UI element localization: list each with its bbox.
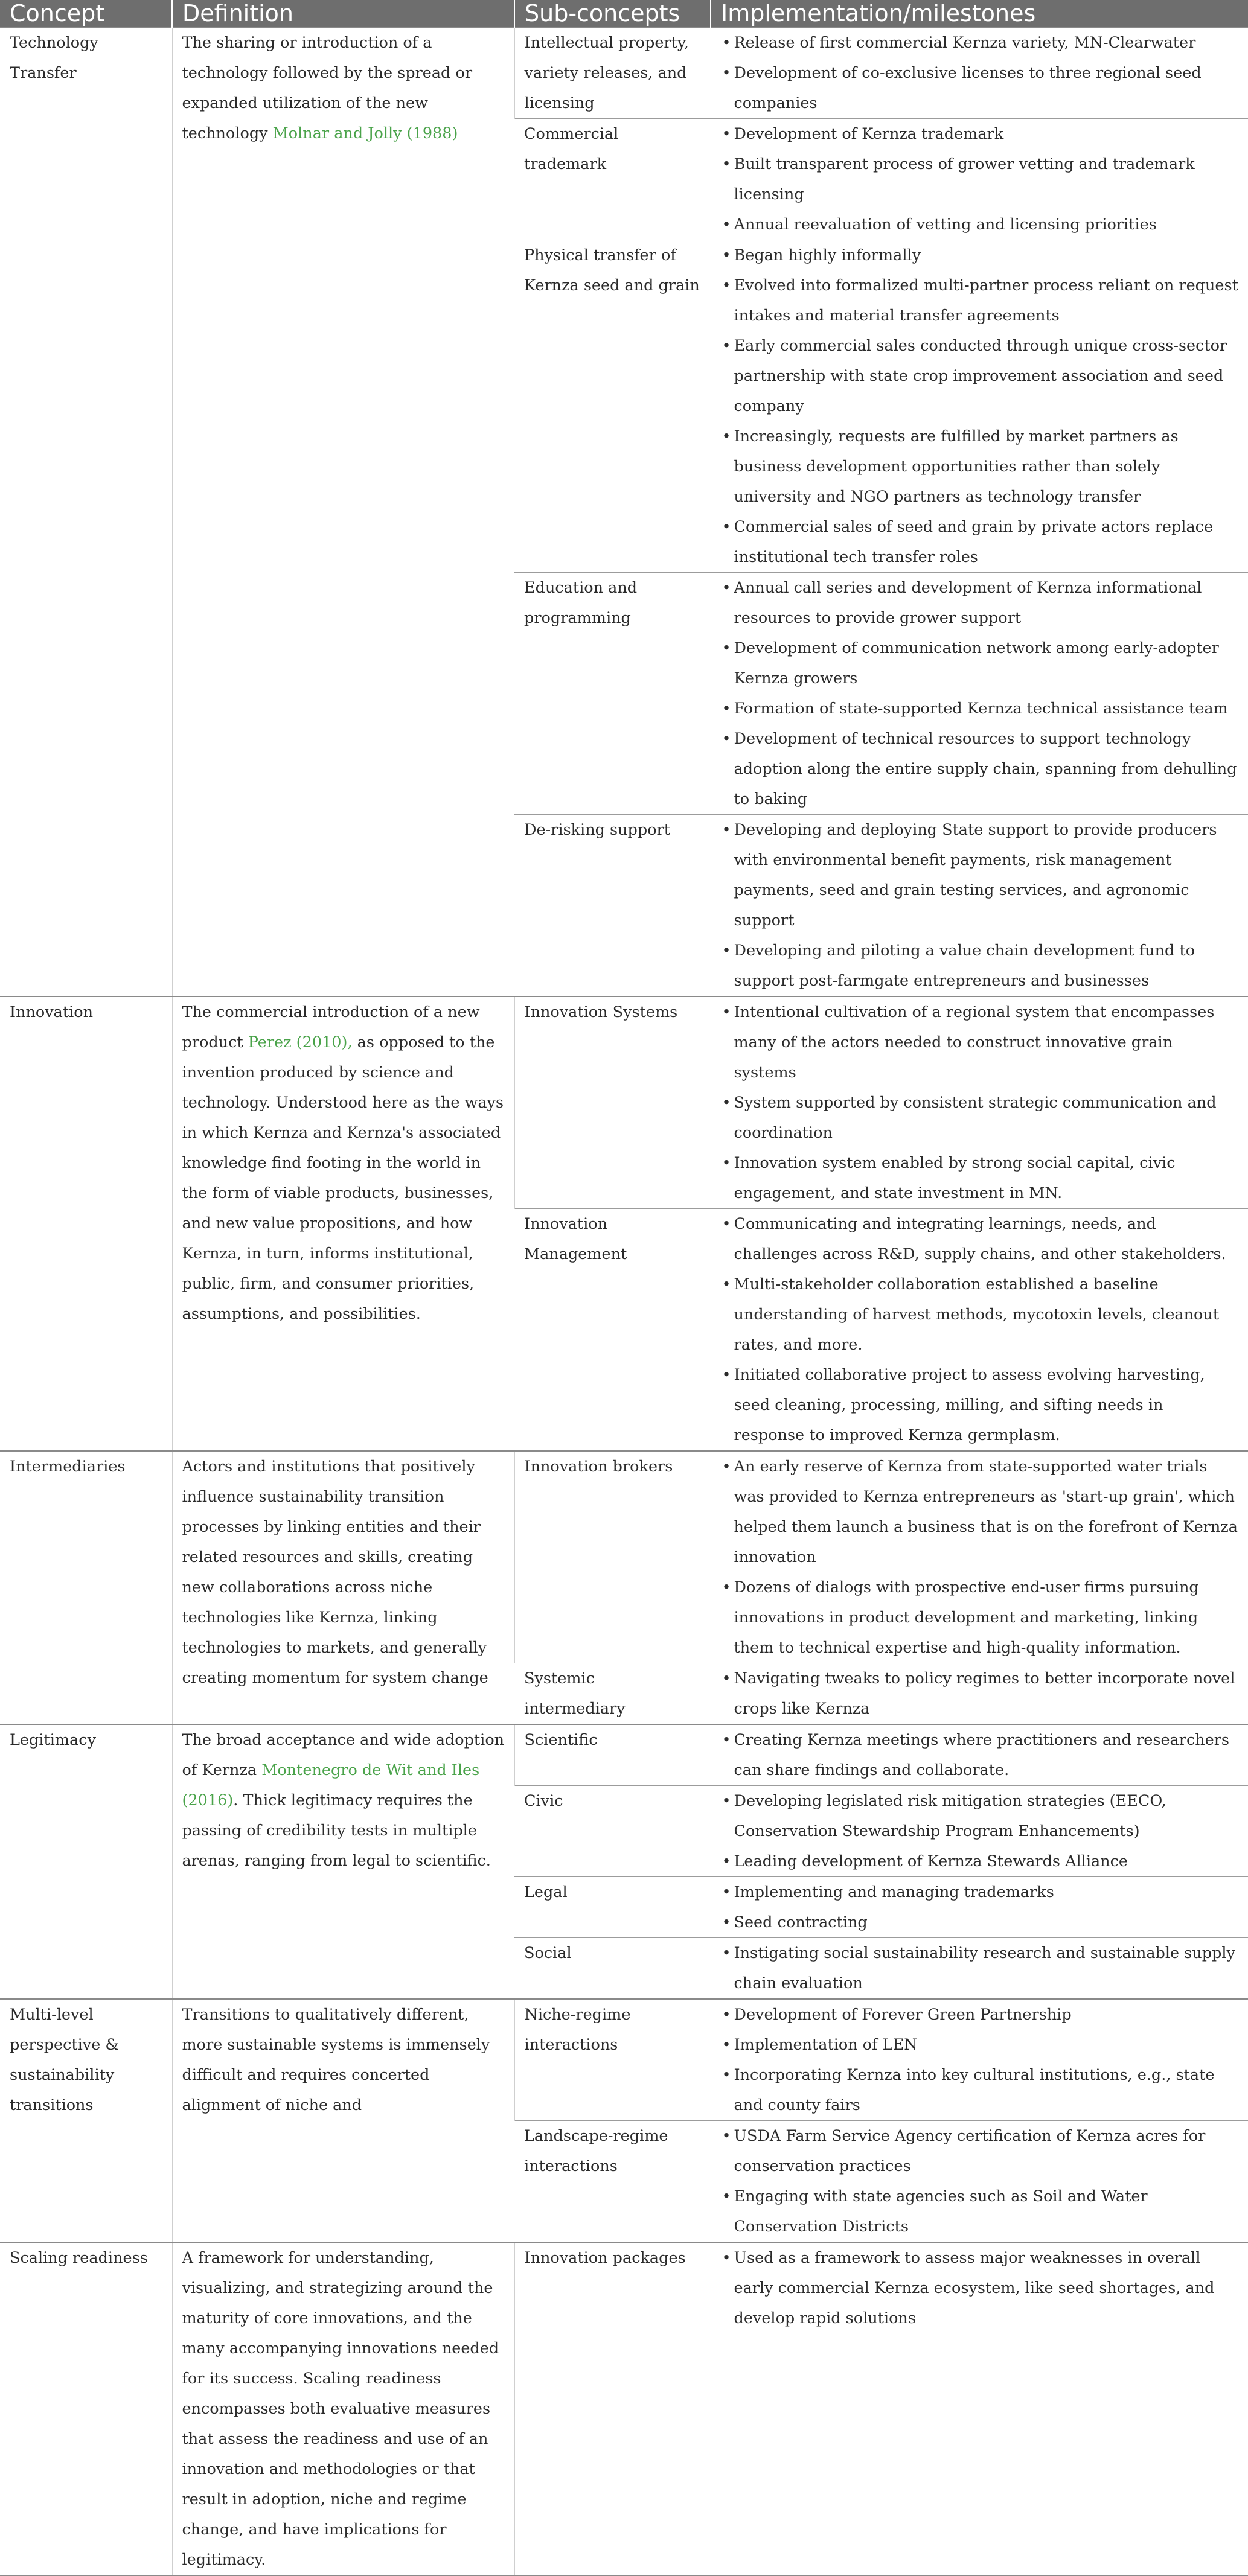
sub-concept-cell: Innovation brokers — [514, 1451, 711, 1663]
milestone-item: • Began highly informally — [721, 240, 1239, 270]
sub-concept-cell: Intellectual property, variety releases, and licensing — [514, 27, 711, 119]
milestones-cell — [711, 119, 1248, 240]
milestone-item: • Developing and deploying State support to provide producers with environmental benefit payments, risk management payments, seed and grain testing services, and agronomic support — [721, 815, 1239, 936]
milestone-item: • Seed contracting — [721, 1907, 1239, 1937]
table-row — [0, 996, 1248, 1209]
milestone-item: • Creating Kernza meetings where practitioners and researchers can share findings and collaborate. — [721, 1725, 1239, 1785]
milestone-item: • Development of Kernza trademark — [721, 119, 1239, 149]
milestone-list — [721, 2000, 1239, 2120]
table-row — [0, 1451, 1248, 1663]
definition-cell — [172, 1451, 514, 1724]
milestone-item: • Implementing and managing trademarks — [721, 1877, 1239, 1907]
concept-cell: Multi-level perspective & sustainability transitions — [0, 1999, 172, 2242]
milestone-item: • Instigating social sustainability research and sustainable supply chain evaluation — [721, 1938, 1239, 1998]
milestone-item: • Leading development of Kernza Stewards Alliance — [721, 1846, 1239, 1876]
sub-concept-cell: Civic — [514, 1786, 711, 1877]
sub-concept-cell: Commercial trademark — [514, 119, 711, 240]
milestone-list — [721, 1786, 1239, 1876]
milestone-item: • Developing and piloting a value chain development fund to support post-farmgate entrepreneurs and businesses — [721, 936, 1239, 996]
milestone-item: • Implementation of LEN — [721, 2030, 1239, 2060]
definition-cell — [172, 27, 514, 996]
table-body — [0, 27, 1248, 2575]
milestones-cell — [711, 573, 1248, 815]
header-concept: Concept — [0, 0, 172, 27]
sub-concept-cell: Innovation Management — [514, 1209, 711, 1452]
milestone-list — [721, 2121, 1239, 2242]
milestone-list — [721, 1877, 1239, 1937]
milestone-item: • Used as a framework to assess major weaknesses in overall early commercial Kernza ecosystem, like seed shortages, and develop rapid solutions — [721, 2243, 1239, 2333]
milestone-item: • Initiated collaborative project to assess evolving harvesting, seed cleaning, processing, milling, and sifting needs in response to improved Kernza germplasm. — [721, 1360, 1239, 1450]
milestone-item: • Increasingly, requests are fulfilled by market partners as business development opportunities rather than solely university and NGO partners as technology transfer — [721, 421, 1239, 512]
sub-concept-cell: Scientific — [514, 1724, 711, 1786]
header-implementation: Implementation/milestones — [711, 0, 1248, 27]
milestone-item: • Incorporating Kernza into key cultural institutions, e.g., state and county fairs — [721, 2060, 1239, 2120]
milestone-list — [721, 28, 1239, 118]
milestones-cell — [711, 1724, 1248, 1786]
definition-text: The sharing or introduction of a technology followed by the spread or expanded utilization of the new technology — [182, 34, 473, 142]
sub-concept-cell: Landscape-regime interactions — [514, 2121, 711, 2243]
sub-concept-cell: Innovation Systems — [514, 996, 711, 1209]
table-row — [0, 2242, 1248, 2575]
milestone-item: • Development of co-exclusive licenses to three regional seed companies — [721, 58, 1239, 118]
concept-cell: Scaling readiness — [0, 2242, 172, 2575]
sub-concept-cell: Niche-regime interactions — [514, 1999, 711, 2121]
milestone-list — [721, 1663, 1239, 1724]
definition-text: A framework for understanding, visualizing, and strategizing around the maturity of core innovations, and the many accompanying innovations needed for its success. Scaling readiness encompasses both evaluative measures that assess the readiness and use of an innovation and methodologies or that result in adoption, niche and regime change, and have implications for legitimacy. — [182, 2249, 499, 2569]
sub-concept-cell: Systemic intermediary — [514, 1663, 711, 1725]
sub-concept-cell: Innovation packages — [514, 2242, 711, 2575]
sub-concept-cell: Physical transfer of Kernza seed and grain — [514, 240, 711, 573]
milestones-cell — [711, 240, 1248, 573]
milestone-item: • Formation of state-supported Kernza technical assistance team — [721, 693, 1239, 724]
definition-cell — [172, 1999, 514, 2242]
concept-cell: Innovation — [0, 996, 172, 1451]
milestone-item: • System supported by consistent strategic communication and coordination — [721, 1088, 1239, 1148]
sub-concept-cell: Social — [514, 1938, 711, 2000]
definition-cell — [172, 996, 514, 1451]
milestone-item: • Innovation system enabled by strong social capital, civic engagement, and state investment in MN. — [721, 1148, 1239, 1208]
milestone-item: • USDA Farm Service Agency certification of Kernza acres for conservation practices — [721, 2121, 1239, 2181]
milestone-item: • Annual reevaluation of vetting and licensing priorities — [721, 209, 1239, 240]
milestone-list — [721, 119, 1239, 240]
milestone-item: • Release of first commercial Kernza variety, MN-Clearwater — [721, 28, 1239, 58]
concept-cell: Technology Transfer — [0, 27, 172, 996]
definition-text: Actors and institutions that positively influence sustainability transition processes by linking entities and their related resources and skills, creating new collaborations across niche technologies like Kernza, linking technologies to markets, and generally creating momentum for system change — [182, 1458, 488, 1687]
definition-text: . Thick legitimacy requires the passing of credibility tests in multiple arenas, ranging from legal to scientific. — [182, 1791, 491, 1870]
sub-concept-cell: Legal — [514, 1877, 711, 1938]
milestone-item: • Development of Forever Green Partnership — [721, 2000, 1239, 2030]
milestone-list — [721, 1725, 1239, 1785]
milestone-item: • Development of communication network among early-adopter Kernza growers — [721, 633, 1239, 693]
milestone-item: • Developing legislated risk mitigation strategies (EECO, Conservation Stewardship Program Enhancements) — [721, 1786, 1239, 1846]
header-definition: Definition — [172, 0, 514, 27]
milestone-list — [721, 240, 1239, 572]
sub-concept-cell: De-risking support — [514, 815, 711, 997]
milestones-cell — [711, 1999, 1248, 2121]
milestone-item: • Multi-stakeholder collaboration established a baseline understanding of harvest methods, mycotoxin levels, cleanout rates, and more. — [721, 1269, 1239, 1360]
header-sub-concepts: Sub-concepts — [514, 0, 711, 27]
milestones-cell — [711, 1877, 1248, 1938]
milestone-item: • Evolved into formalized multi-partner process reliant on request intakes and material transfer agreements — [721, 270, 1239, 331]
milestone-item: • Development of technical resources to support technology adoption along the entire supply chain, spanning from dehulling to baking — [721, 724, 1239, 814]
milestones-cell — [711, 996, 1248, 1209]
milestones-cell — [711, 2121, 1248, 2243]
milestones-cell — [711, 1451, 1248, 1663]
definition-text: The commercial introduction of a new product — [182, 1003, 480, 1051]
milestone-list — [721, 573, 1239, 814]
milestone-item: • Intentional cultivation of a regional system that encompasses many of the actors needed to construct innovative grain systems — [721, 997, 1239, 1088]
milestone-item: • Communicating and integrating learnings, needs, and challenges across R&D, supply chains, and other stakeholders. — [721, 1209, 1239, 1269]
milestones-cell — [711, 1786, 1248, 1877]
milestone-list — [721, 815, 1239, 996]
table-row — [0, 1724, 1248, 1786]
milestone-item: • Built transparent process of grower vetting and trademark licensing — [721, 149, 1239, 209]
milestone-list — [721, 1938, 1239, 1998]
definition-text: Transitions to qualitatively different, more sustainable systems is immensely difficult and requires concerted alignment of niche and — [182, 2006, 490, 2114]
definition-text: as opposed to the invention produced by science and technology. Understood here as the ways in which Kernza and Kernza's associated knowledge find footing in the world in the form of viable products, businesses, and new value propositions, and how Kernza, in turn, informs institutional, public, firm, and consumer priorities, assumptions, and possibilities. — [182, 1033, 504, 1323]
concept-cell: Legitimacy — [0, 1724, 172, 1999]
definition-cell — [172, 2242, 514, 2575]
milestones-cell — [711, 27, 1248, 119]
definition-cell — [172, 1724, 514, 1999]
milestone-list — [721, 1452, 1239, 1663]
milestone-item: • Commercial sales of seed and grain by private actors replace institutional tech transfer roles — [721, 512, 1239, 572]
milestone-item: • Navigating tweaks to policy regimes to better incorporate novel crops like Kernza — [721, 1663, 1239, 1724]
milestones-cell — [711, 2242, 1248, 2575]
milestone-item: • Dozens of dialogs with prospective end-user firms pursuing innovations in product development and marketing, linking them to technical expertise and high-quality information. — [721, 1572, 1239, 1663]
milestone-list — [721, 997, 1239, 1208]
milestone-list — [721, 2243, 1239, 2333]
milestone-item: • An early reserve of Kernza from state-supported water trials was provided to Kernza entrepreneurs as 'start-up grain', which helped them launch a business that is on the forefront of Kernza innovation — [721, 1452, 1239, 1572]
milestone-item: • Early commercial sales conducted through unique cross-sector partnership with state crop improvement association and seed company — [721, 331, 1239, 421]
milestones-cell — [711, 815, 1248, 997]
citation-link[interactable]: Perez (2010), — [248, 1033, 353, 1051]
milestone-item: • Engaging with state agencies such as Soil and Water Conservation Districts — [721, 2181, 1239, 2242]
citation-link[interactable]: Molnar and Jolly (1988) — [272, 124, 458, 142]
milestones-cell — [711, 1209, 1248, 1452]
header-row — [0, 0, 1248, 27]
sub-concept-cell: Education and programming — [514, 573, 711, 815]
milestones-cell — [711, 1938, 1248, 2000]
milestone-item: • Annual call series and development of Kernza informational resources to provide grower support — [721, 573, 1239, 633]
table-row — [0, 1999, 1248, 2121]
milestones-cell — [711, 1663, 1248, 1725]
milestone-list — [721, 1209, 1239, 1450]
definition-text: The broad acceptance and wide adoption of Kernza — [182, 1731, 505, 1779]
concept-cell: Intermediaries — [0, 1451, 172, 1724]
table-row — [0, 27, 1248, 119]
citation-link[interactable]: Montenegro de Wit and Iles (2016) — [182, 1761, 480, 1809]
